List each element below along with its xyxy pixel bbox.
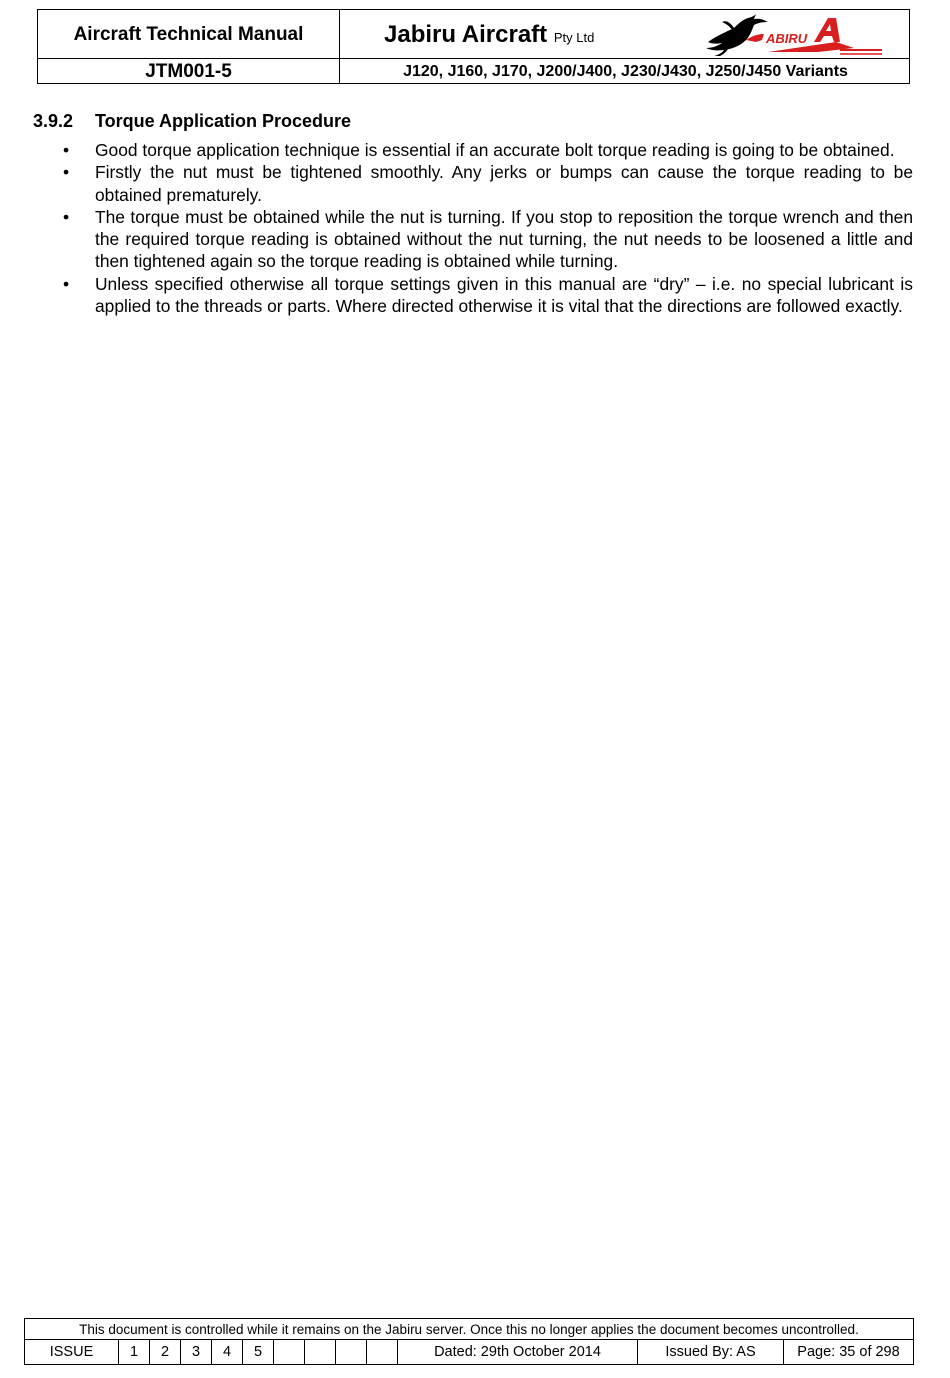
header-top-row: [38, 10, 909, 59]
issue-cell-5: 5: [243, 1340, 274, 1364]
bullet-text: Firstly the nut must be tightened smoothly. Any jerks or bumps can cause the torque reading to be obtained prematurely.: [95, 162, 913, 205]
issue-cell-7: [305, 1340, 336, 1364]
bullet-dot-icon: •: [63, 162, 70, 183]
header-bottom-row: [38, 59, 909, 84]
control-notice: This document is controlled while it remains on the Jabiru server. Once this no longer applies the document becomes uncontrolled.: [25, 1319, 913, 1340]
bullet-dot-icon: •: [63, 140, 70, 160]
page-number: Page: 35 of 298: [797, 1344, 900, 1360]
header-divider: [339, 10, 340, 83]
company-name: [384, 21, 594, 49]
issued-by: Issued By: AS: [638, 1340, 784, 1364]
bullet-dot-icon: •: [63, 273, 70, 294]
bullet-item: [63, 139, 913, 161]
issue-cell-6: [274, 1340, 305, 1364]
document-number: JTM001-5: [145, 60, 232, 82]
bullet-item: [63, 161, 913, 206]
aircraft-variants: J120, J160, J170, J200/J400, J230/J430, J250/J450 Variants: [403, 62, 848, 80]
issue-cell-8: [336, 1340, 367, 1364]
company-name-text: Jabiru Aircraft: [384, 21, 548, 48]
section-title: Torque Application Procedure: [95, 111, 352, 131]
issue-cell-4: 4: [212, 1340, 243, 1364]
jabiru-bird-logo-icon: [668, 12, 886, 57]
document-header: [37, 9, 910, 84]
bullet-text: Unless specified otherwise all torque settings given in this manual are “dry” – i.e. no special lubricant is applied to the threads or parts. Where directed otherwise it is vital that the directions are followed exactly.: [95, 273, 913, 317]
bullet-item: [63, 206, 913, 273]
issue-label: ISSUE: [25, 1340, 119, 1364]
procedure-bullet-list: [63, 139, 913, 317]
section-number: 3.9.2: [33, 111, 74, 131]
issue-cell-1: 1: [119, 1340, 150, 1364]
section-heading: [33, 111, 351, 132]
issue-row: [25, 1340, 913, 1364]
company-suffix: Pty Ltd: [553, 30, 595, 45]
bullet-text: The torque must be obtained while the nut is turning. If you stop to reposition the torque wrench and then the required torque reading is obtained without the nut turning, the nut needs to be loosened a little and then tightened again so the torque reading is obtained while turning.: [95, 206, 913, 272]
document-footer: [24, 1318, 914, 1365]
issue-cell-3: 3: [181, 1340, 212, 1364]
bullet-text: Good torque application technique is essential if an accurate bolt torque reading is going to be obtained.: [95, 140, 895, 160]
issue-cell-2: 2: [150, 1340, 181, 1364]
svg-text:ABIRU: ABIRU: [766, 31, 808, 46]
bullet-dot-icon: •: [63, 206, 70, 227]
bullet-item: [63, 273, 913, 318]
issue-cell-9: [367, 1340, 398, 1364]
issue-date: Dated: 29th October 2014: [398, 1340, 638, 1364]
manual-title: Aircraft Technical Manual: [73, 23, 304, 45]
